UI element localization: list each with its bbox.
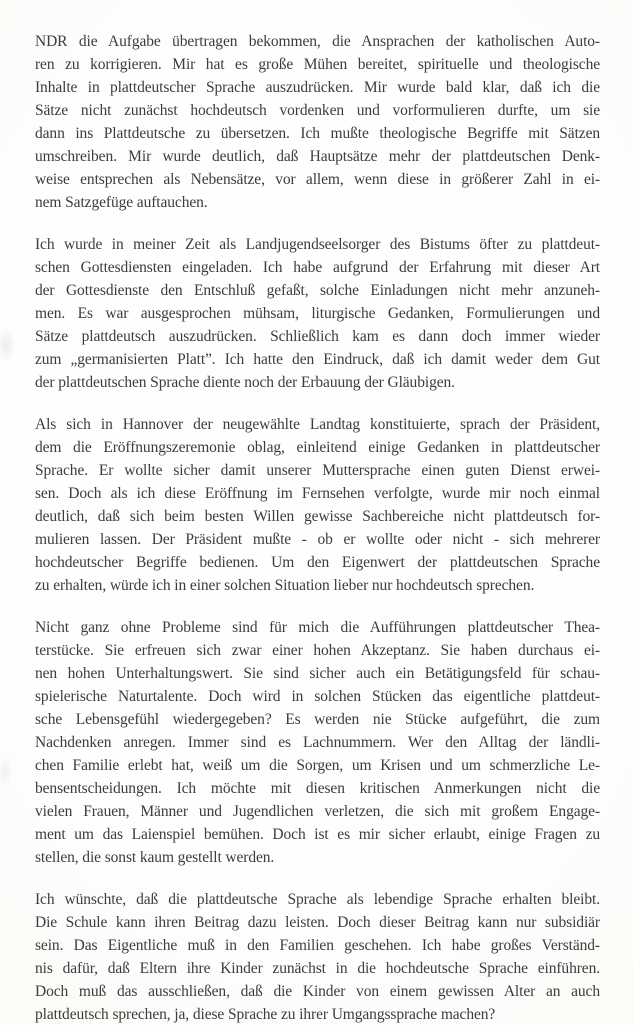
text-line: Als sich in Hannover der neugewählte Landtag konstituierte, sprach der Präsident,: [35, 416, 600, 433]
paragraph: [35, 30, 600, 214]
text-line: ren zu korrigieren. Mir hat es große Mühen bereitet, spirituelle und theologische: [35, 56, 600, 73]
text-line: ment um das Laienspiel bemühen. Doch ist es mir sicher erlaubt, einige Fragen zu: [35, 826, 600, 843]
text-line: der Gottesdienste den Entschluß gefaßt, solche Einladungen nicht mehr anzuneh-: [35, 282, 600, 299]
paragraph: [35, 413, 600, 597]
text-line: mulieren lassen. Der Präsident mußte - ob er wollte oder nicht - sich mehrerer: [35, 531, 600, 548]
text-line: Doch muß das ausschließen, daß die Kinder von einem gewissen Alter an auch: [35, 983, 600, 1000]
text-line: men. Es war ausgesprochen mühsam, liturgische Gedanken, Formulierungen und: [35, 305, 600, 322]
text-line: Sätze plattdeutsch auszudrücken. Schließlich kam es dann doch immer wieder: [35, 328, 600, 345]
text-line: dem die Eröffnungszeremonie oblag, einleitend einige Gedanken in plattdeutscher: [35, 439, 600, 456]
text-line: plattdeutsch sprechen, ja, diese Sprache zu ihrer Umgangssprache machen?: [35, 1006, 496, 1023]
text-line: Sprache. Er wollte sicher damit unserer Muttersprache einen guten Dienst erwei-: [35, 462, 600, 479]
text-line: nen hohen Unterhaltungswert. Sie sind sicher auch ein Betätigungsfeld für schau-: [35, 665, 600, 682]
text-line: der plattdeutschen Sprache diente noch der Erbauung der Gläubigen.: [35, 374, 455, 391]
text-line: umschreiben. Mir wurde deutlich, daß Hauptsätze mehr der plattdeutschen Denk-: [35, 148, 600, 165]
paragraph: [35, 616, 600, 869]
paragraph: [35, 233, 600, 394]
text-line: zu erhalten, würde ich in einer solchen Situation lieber nur hochdeutsch sprechen.: [35, 577, 535, 594]
text-line: deutlich, daß sich beim besten Willen gewisse Sachbereiche nicht plattdeutsch for-: [35, 508, 600, 525]
text-line: weise entsprechen als Nebensätze, vor allem, wenn diese in größerer Zahl in ei-: [35, 171, 600, 188]
text-line: schen Gottesdiensten eingeladen. Ich habe aufgrund der Erfahrung mit dieser Art: [35, 259, 600, 276]
text-line: chen Familie erlebt hat, weiß um die Sorgen, um Krisen und um schmerzliche Le-: [35, 757, 600, 774]
text-line: zum „germanisierten Platt”. Ich hatte den Eindruck, daß ich damit weder dem Gut: [35, 351, 600, 368]
paragraph: [35, 888, 600, 1026]
text-line: Ich wünschte, daß die plattdeutsche Sprache als lebendige Sprache erhalten bleibt.: [35, 891, 600, 908]
text-line: Nicht ganz ohne Probleme sind für mich die Aufführungen plattdeutscher Thea-: [35, 619, 600, 636]
text-line: Sätze nicht zunächst hochdeutsch vordenken und vorformulieren durfte, um sie: [35, 102, 600, 119]
text-line: sen. Doch als ich diese Eröffnung im Fernsehen verfolgte, wurde mir noch einmal: [35, 485, 600, 502]
text-line: terstücke. Sie erfreuen sich zwar einer hohen Akzeptanz. Sie haben durchaus ei-: [35, 642, 600, 659]
text-line: Die Schule kann ihren Beitrag dazu leisten. Doch dieser Beitrag kann nur subsidiär: [35, 914, 600, 931]
text-line: spielerische Naturtalente. Doch wird in solchen Stücken das eigentliche plattdeut-: [35, 688, 600, 705]
text-line: stellen, die sonst kaum gestellt werden.: [35, 849, 275, 866]
text-line: sein. Das Eigentliche muß in den Familien geschehen. Ich habe großes Verständ-: [35, 937, 600, 954]
text-line: sche Lebensgefühl wiedergegeben? Es werden nie Stücke aufgeführt, die zum: [35, 711, 600, 728]
text-line: hochdeutscher Begriffe bedienen. Um den Eigenwert der plattdeutschen Sprache: [35, 554, 600, 571]
text-line: Nachdenken anregen. Immer sind es Lachnummern. Wer den Alltag der ländli-: [35, 734, 600, 751]
text-line: Inhalte in plattdeutscher Sprache auszudrücken. Mir wurde bald klar, daß ich die: [35, 79, 600, 96]
text-line: nis dafür, daß Eltern ihre Kinder zunächst in die hochdeutsche Sprache einführen.: [35, 960, 600, 977]
text-block: [35, 30, 600, 1026]
text-line: vielen Frauen, Männer und Jugendlichen verletzen, die sich mit großem Engage-: [35, 803, 600, 820]
text-line: nem Satzgefüge auftauchen.: [35, 194, 208, 211]
text-line: dann ins Plattdeutsche zu übersetzen. Ich mußte theologische Begriffe mit Sätzen: [35, 125, 600, 142]
text-line: bensentscheidungen. Ich möchte mit diesen kritischen Anmerkungen nicht die: [35, 780, 600, 797]
text-line: Ich wurde in meiner Zeit als Landjugendseelsorger des Bistums öfter zu plattdeut-: [35, 236, 600, 253]
text-line: NDR die Aufgabe übertragen bekommen, die Ansprachen der katholischen Auto-: [35, 33, 600, 50]
